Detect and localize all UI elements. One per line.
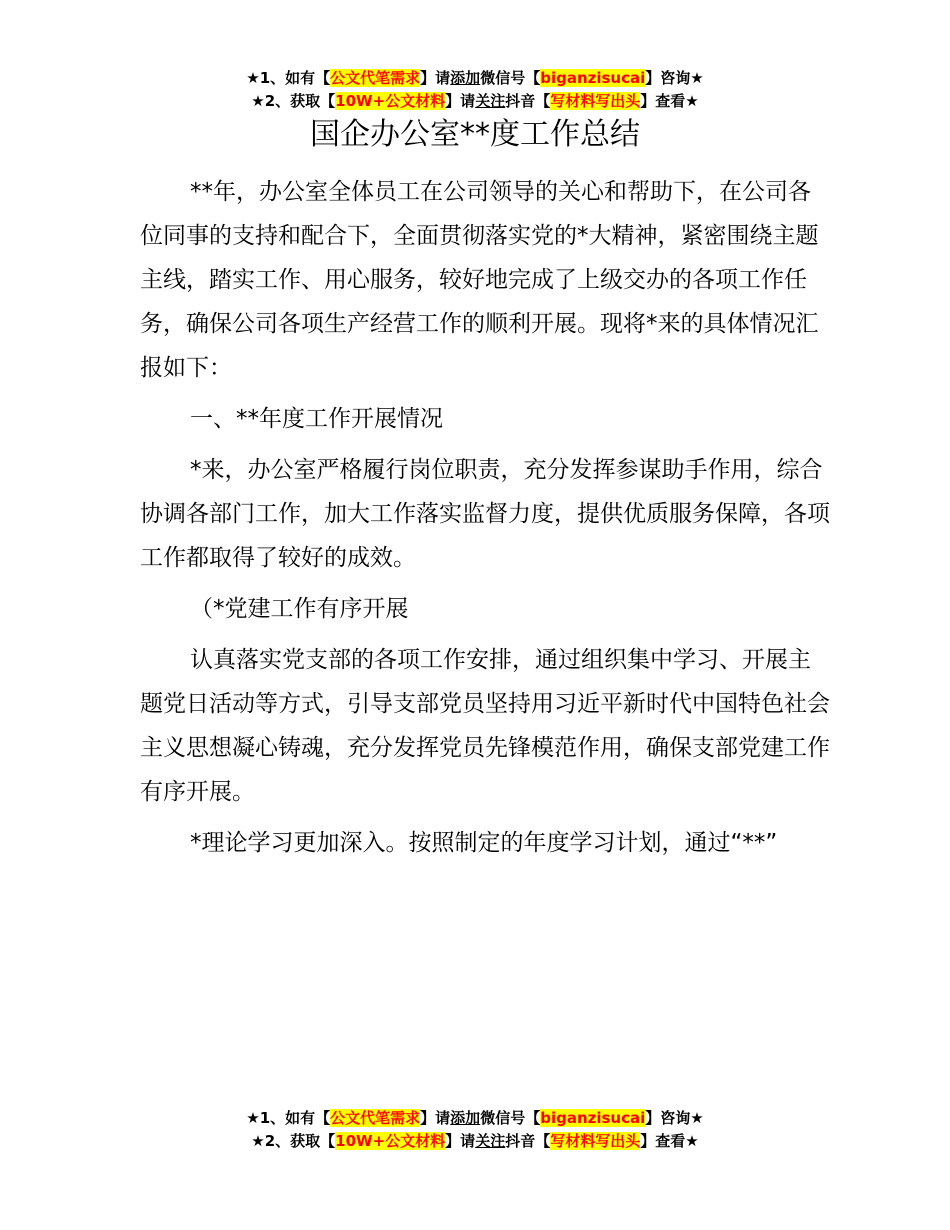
- banner-text: 微信号【: [480, 1109, 541, 1127]
- highlight-materials: 10W+公文材料: [335, 1132, 446, 1150]
- document-body: [140, 170, 830, 872]
- banner-emphasis: 添加: [450, 69, 481, 87]
- star-icon: ★: [246, 1109, 260, 1127]
- highlight-douyin: 写材料写出头: [550, 92, 641, 110]
- banner-text: 】请: [445, 92, 476, 110]
- highlight-wechat-id: biganzisucai: [540, 1109, 646, 1127]
- banner-text: 2、获取【: [264, 1132, 336, 1150]
- star-icon: ★: [690, 69, 704, 87]
- banner-text: 】咨询: [645, 69, 691, 87]
- paragraph-overview: *来，办公室严格履行岗位职责，充分发挥参谋助手作用，综合协调各部门工作，加大工作落实监督力度，提供优质服务保障，各项工作都取得了较好的成效。: [140, 457, 830, 571]
- star-icon: ★: [246, 69, 260, 87]
- star-icon: ★: [251, 92, 265, 110]
- banner-text: 】查看: [640, 92, 686, 110]
- banner-text: 2、获取【: [264, 92, 336, 110]
- star-icon: ★: [685, 1132, 699, 1150]
- star-icon: ★: [690, 1109, 704, 1127]
- star-icon: ★: [685, 92, 699, 110]
- highlight-wechat-id: biganzisucai: [540, 69, 646, 87]
- section-heading: 一、**年度工作开展情况: [190, 406, 443, 432]
- banner-emphasis: 关注: [475, 1132, 506, 1150]
- banner-emphasis: 添加: [450, 1109, 481, 1127]
- banner-text: 1、如有【: [259, 1109, 331, 1127]
- banner-text: 】查看: [640, 1132, 686, 1150]
- banner-text: 】请: [420, 1109, 451, 1127]
- highlight-materials: 10W+公文材料: [335, 92, 446, 110]
- highlight-service: 公文代笔需求: [330, 1109, 421, 1127]
- banner-line-1: [0, 1107, 950, 1130]
- star-icon: ★: [251, 1132, 265, 1150]
- banner-line-1: [0, 67, 950, 90]
- banner-text: 微信号【: [480, 69, 541, 87]
- paragraph-theory-study: *理论学习更加深入。按照制定的年度学习计划，通过“**”: [190, 830, 778, 856]
- banner-text: 抖音【: [505, 92, 551, 110]
- banner-text: 】请: [420, 69, 451, 87]
- subsection-heading: （*党建工作有序开展: [190, 596, 409, 622]
- banner-text: 1、如有【: [259, 69, 331, 87]
- banner-text: 】咨询: [645, 1109, 691, 1127]
- paragraph-party-building: 认真落实党支部的各项工作安排，通过组织集中学习、开展主题党日活动等方式，引导支部党员坚持用习近平新时代中国特色社会主义思想凝心铸魂，充分发挥党员先锋模范作用，确保支部党建工作有序开展。: [140, 647, 830, 805]
- footer-banner: [0, 1107, 950, 1153]
- document-title: 国企办公室**度工作总结: [310, 117, 640, 152]
- banner-emphasis: 关注: [475, 92, 506, 110]
- banner-text: 抖音【: [505, 1132, 551, 1150]
- banner-text: 】请: [445, 1132, 476, 1150]
- header-banner: [0, 67, 950, 113]
- banner-line-2: [0, 90, 950, 113]
- banner-line-2: [0, 1130, 950, 1153]
- paragraph-intro: **年，办公室全体员工在公司领导的关心和帮助下，在公司各位同事的支持和配合下，全面贯彻落实党的*大精神，紧密围绕主题主线，踏实工作、用心服务，较好地完成了上级交办的各项工作任务，确保公司各项生产经营工作的顺利开展。现将*来的具体情况汇报如下：: [140, 179, 819, 381]
- highlight-douyin: 写材料写出头: [550, 1132, 641, 1150]
- highlight-service: 公文代笔需求: [330, 69, 421, 87]
